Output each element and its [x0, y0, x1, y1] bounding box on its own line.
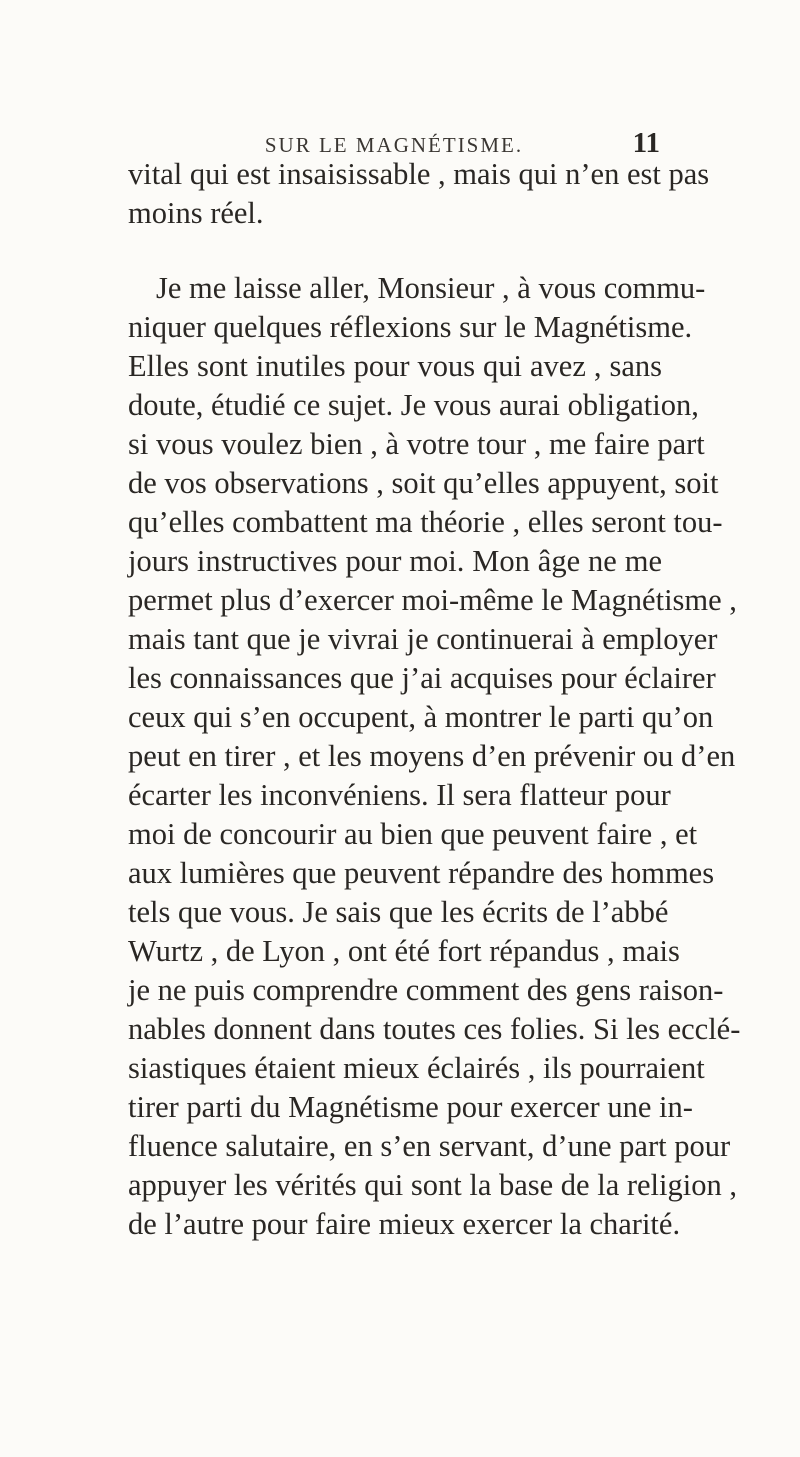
text-line: si vous voulez bien , à votre tour , me faire part — [128, 427, 705, 461]
text-line: ceux qui s’en occupent, à montrer le parti qu’on — [128, 700, 714, 734]
text-line: siastiques étaient mieux éclairés , ils pourraient — [128, 1051, 705, 1085]
text-line: peut en tirer , et les moyens d’en prévenir ou d’en — [128, 739, 736, 773]
text-line: de vos observations , soit qu’elles appuyent, soit — [128, 466, 719, 500]
page-number: 11 — [632, 127, 660, 159]
text-line: jours instructives pour moi. Mon âge ne me — [128, 544, 662, 578]
text-line: écarter les inconvéniens. Il sera flatteur pour — [128, 778, 671, 812]
text-line: les connaissances que j’ai acquises pour éclairer — [128, 661, 716, 695]
text-line: tels que vous. Je sais que les écrits de l’abbé — [128, 895, 669, 929]
text-line: permet plus d’exercer moi-même le Magnétisme , — [128, 583, 737, 617]
text-line: aux lumières que peuvent répandre des hommes — [128, 856, 715, 890]
text-line: tirer parti du Magnétisme pour exercer une in- — [128, 1090, 693, 1124]
running-head: SUR LE MAGNÉTISME. — [264, 133, 524, 157]
paragraph-2 — [128, 269, 741, 1244]
text-line: Je me laisse aller, Monsieur , à vous commu- — [156, 271, 706, 305]
body-text — [128, 155, 741, 1244]
text-line: moins réel. — [128, 196, 264, 230]
text-line: appuyer les vérités qui sont la base de la religion , — [128, 1168, 737, 1202]
text-line: mais tant que je vivrai je continuerai à employer — [128, 622, 718, 656]
text-line: niquer quelques réflexions sur le Magnétisme. — [128, 310, 693, 344]
paragraph-1 — [128, 155, 710, 233]
text-line: Elles sont inutiles pour vous qui avez , sans — [128, 349, 662, 383]
text-line: fluence salutaire, en s’en servant, d’une part pour — [128, 1129, 731, 1163]
text-line: moi de concourir au bien que peuvent faire , et — [128, 817, 698, 851]
text-line: je ne puis comprendre comment des gens raison- — [128, 973, 724, 1007]
text-line: qu’elles combattent ma théorie , elles seront tou- — [128, 505, 723, 539]
text-line: nables donnent dans toutes ces folies. Si les ecclé- — [128, 1012, 741, 1046]
text-line: Wurtz , de Lyon , ont été fort répandus , mais — [128, 934, 680, 968]
paragraph-gap — [128, 233, 662, 269]
text-line: vital qui est insaisissable , mais qui n’en est pas — [128, 157, 710, 191]
text-line: de l’autre pour faire mieux exercer la charité. — [128, 1207, 681, 1241]
text-line: doute, étudié ce sujet. Je vous aurai obligation, — [128, 388, 699, 422]
